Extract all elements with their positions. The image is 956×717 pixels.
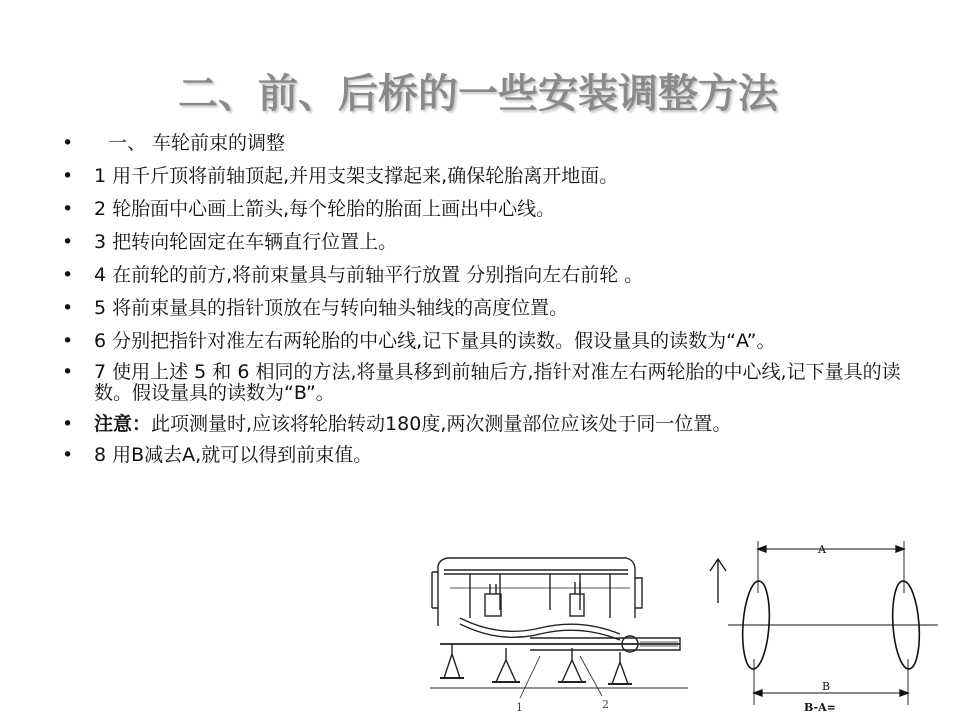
list-item [62, 199, 912, 220]
bullet-dot: • [62, 330, 74, 352]
bullet-dot: • [62, 444, 74, 466]
list-item [62, 166, 912, 187]
bullet-dot: • [62, 297, 74, 319]
slide-title: 二、前、后桥的一些安装调整方法 [178, 71, 778, 117]
toe-in-measurement-diagram [700, 533, 950, 717]
list-item-text: 一、 车轮前束的调整 [108, 132, 286, 154]
dimension-a-label: A [818, 543, 826, 556]
formula-label: B-A= [804, 701, 836, 714]
list-item-text: 7 使用上述 5 和 6 相同的方法,将量具移到前轴后方,指针对准左右两轮胎的中心线,记下量具的读数。假设量具的读数为“B”。 [94, 361, 901, 404]
list-item-text: 3 把转向轮固定在车辆直行位置上。 [94, 231, 398, 253]
callout-2-label: 2 [602, 698, 609, 711]
dimension-b-label: B [822, 680, 831, 693]
bullet-list [62, 133, 912, 478]
list-item-text: 8 用B减去A,就可以得到前束值。 [94, 444, 373, 466]
bullet-dot: • [62, 361, 74, 383]
bullet-dot: • [62, 198, 74, 220]
list-item [62, 445, 912, 466]
bullet-dot: • [62, 132, 74, 154]
list-item [62, 265, 912, 286]
bullet-dot: • [62, 165, 74, 187]
list-item-text: 此项测量时,应该将轮胎转动180度,两次测量部位应该处于同一位置。 [151, 413, 732, 435]
bullet-dot: • [62, 264, 74, 286]
bullet-dot: • [62, 231, 74, 253]
axle-jack-diagram [430, 548, 690, 717]
list-item [62, 331, 912, 352]
bullet-dot: • [62, 413, 74, 435]
list-item-text: 1 用千斤顶将前轴顶起,并用支架支撑起来,确保轮胎离开地面。 [94, 165, 619, 187]
list-item-text: 4 在前轮的前方,将前束量具与前轴平行放置 分别指向左右前轮 。 [94, 264, 644, 286]
list-item-text: 5 将前束量具的指针顶放在与转向轴头轴线的高度位置。 [94, 297, 569, 319]
list-item [62, 362, 912, 404]
note-label: 注意： [94, 413, 152, 435]
list-item-text: 6 分别把指针对准左右两轮胎的中心线,记下量具的读数。假设量具的读数为“A”。 [94, 330, 776, 352]
callout-1-label: 1 [516, 701, 523, 714]
list-item [62, 133, 912, 154]
list-item-text: 2 轮胎面中心画上箭头,每个轮胎的胎面上画出中心线。 [94, 198, 556, 220]
list-item [62, 232, 912, 253]
list-item [62, 414, 912, 435]
list-item [62, 298, 912, 319]
